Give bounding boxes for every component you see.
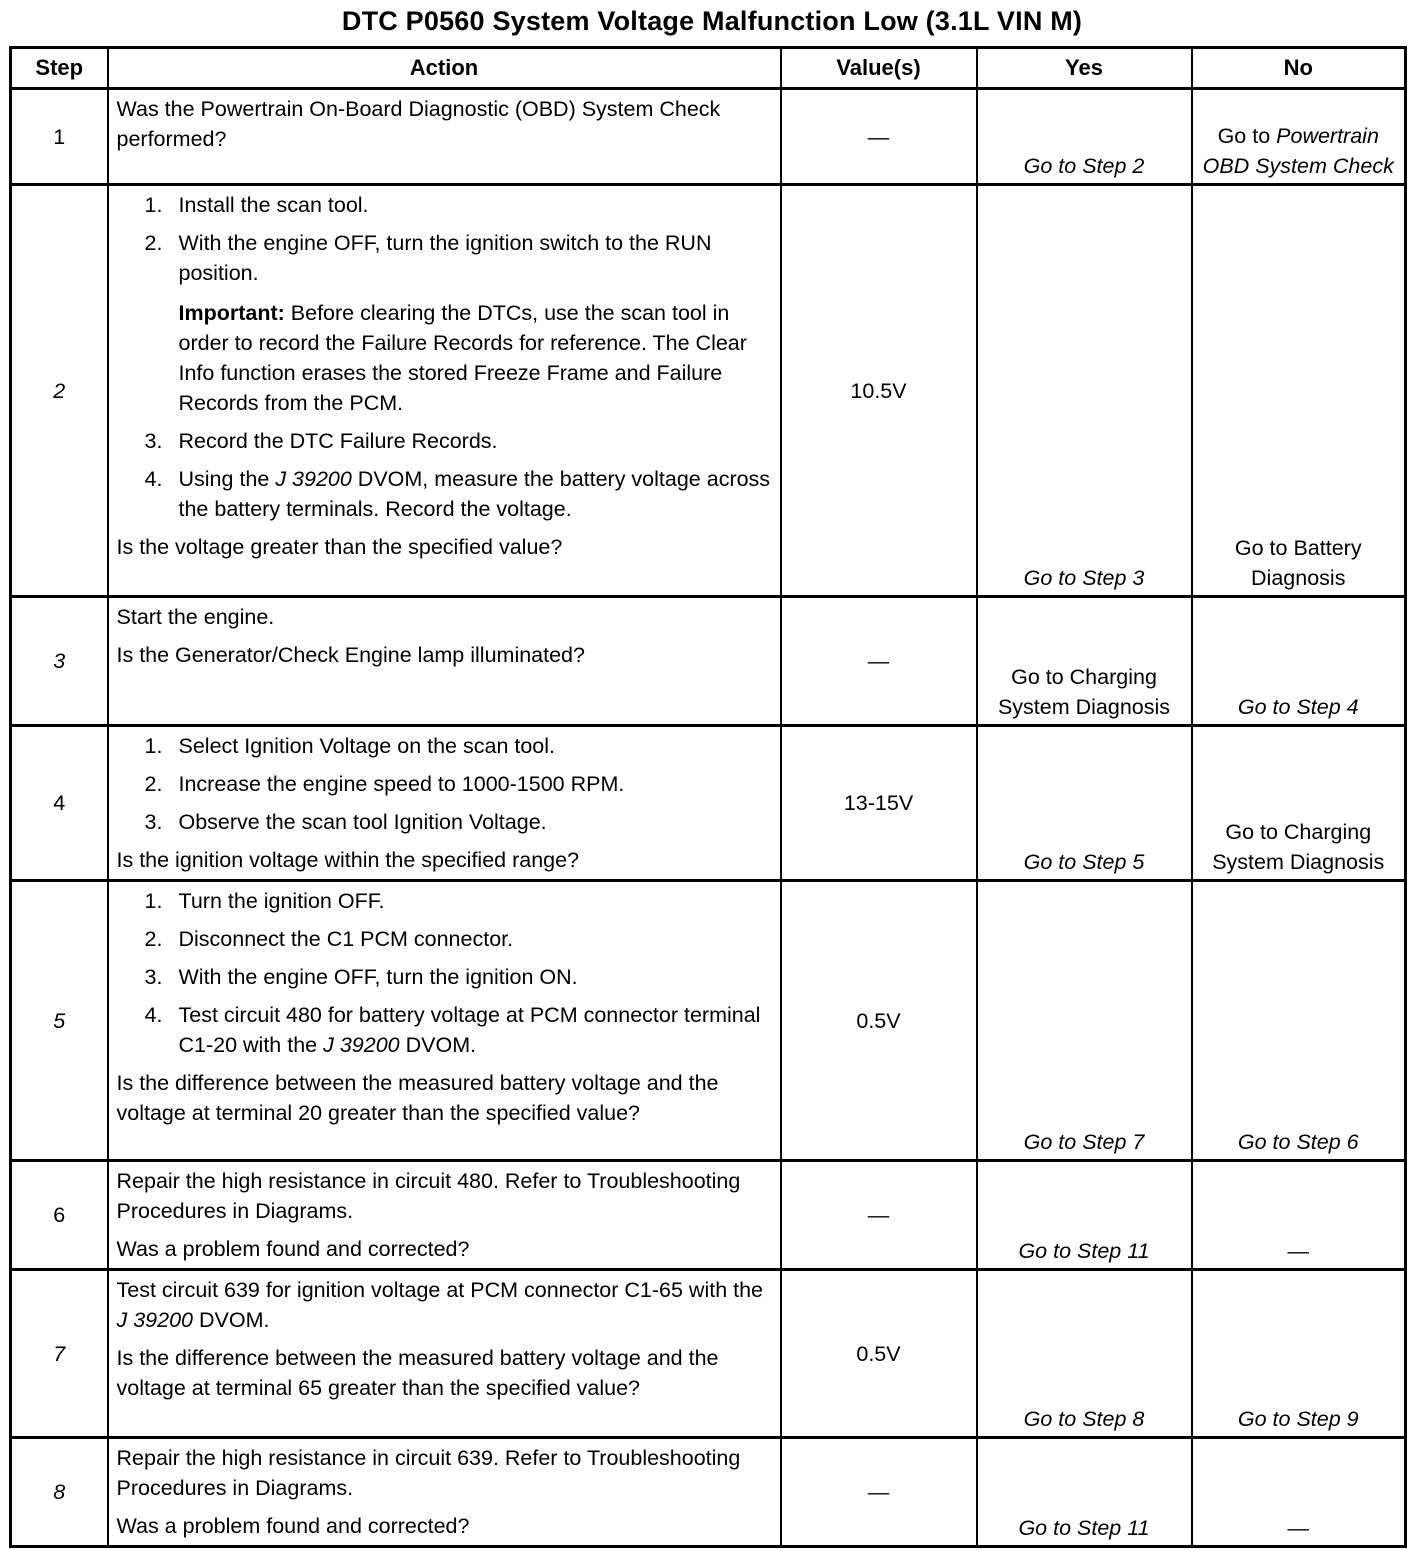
question-text: Is the Generator/Check Engine lamp illuminated? xyxy=(116,643,585,667)
value-cell: — xyxy=(781,1161,977,1270)
table-row xyxy=(11,1270,1406,1438)
action-cell xyxy=(108,1270,781,1438)
list-item: 1. Install the scan tool. xyxy=(144,193,369,217)
step-number: 6 xyxy=(11,1161,108,1270)
table-row xyxy=(11,185,1406,597)
action-cell xyxy=(108,89,781,185)
table-row xyxy=(11,1438,1406,1547)
action-text: Test circuit 639 for ignition voltage at PCM connector C1-65 with the J 39200 DVOM. xyxy=(116,1278,764,1332)
question-text: Is the ignition voltage within the specified range? xyxy=(116,848,580,872)
table-row xyxy=(11,597,1406,726)
value-cell: 0.5V xyxy=(781,881,977,1161)
yes-cell[interactable]: Go to Step 3 xyxy=(977,185,1192,597)
question-text: Is the difference between the measured battery voltage and the voltage at terminal 20 greater than the specified value? xyxy=(116,1071,719,1125)
header-action: Action xyxy=(108,48,781,89)
value-cell: — xyxy=(781,89,977,185)
table-row xyxy=(11,1161,1406,1270)
list-item: 2. With the engine OFF, turn the ignition switch to the RUN position. xyxy=(144,231,712,285)
header-values: Value(s) xyxy=(781,48,977,89)
header-row xyxy=(11,48,1406,89)
question-text: Is the difference between the measured battery voltage and the voltage at terminal 65 greater than the specified value? xyxy=(116,1346,719,1400)
list-item: 1. Turn the ignition OFF. xyxy=(144,889,385,913)
action-cell xyxy=(108,1161,781,1270)
list-item: 3. Observe the scan tool Ignition Voltage. xyxy=(144,810,547,834)
no-cell[interactable]: Go to Step 4 xyxy=(1192,597,1406,726)
no-cell[interactable]: Go to Step 9 xyxy=(1192,1270,1406,1438)
no-cell[interactable]: — xyxy=(1192,1161,1406,1270)
step-number: 4 xyxy=(11,726,108,881)
action-list xyxy=(117,426,772,524)
action-text: Was the Powertrain On-Board Diagnostic (OBD) System Check performed? xyxy=(116,97,721,151)
no-prefix: Go to xyxy=(1217,124,1277,148)
tool-name: J 39200 xyxy=(116,1308,194,1332)
step-number: 2 xyxy=(11,185,108,597)
step-number: 8 xyxy=(11,1438,108,1547)
action-cell xyxy=(108,1438,781,1547)
value-cell: 13-15V xyxy=(781,726,977,881)
yes-cell[interactable]: Go to Step 5 xyxy=(977,726,1192,881)
action-text: Repair the high resistance in circuit 480. Refer to Troubleshooting Procedures in Diagrams. xyxy=(116,1169,741,1223)
question-text: Was a problem found and corrected? xyxy=(116,1514,470,1538)
page-title: DTC P0560 System Voltage Malfunction Low (3.1L VIN M) xyxy=(341,6,1083,36)
action-text: Start the engine. xyxy=(116,605,275,629)
value-cell: 0.5V xyxy=(781,1270,977,1438)
table-row xyxy=(11,726,1406,881)
action-cell xyxy=(108,185,781,597)
no-cell[interactable]: Go to Step 6 xyxy=(1192,881,1406,1161)
no-cell[interactable]: Go to Battery Diagnosis xyxy=(1192,185,1406,597)
tool-name: J 39200 xyxy=(275,467,352,491)
step-number: 1 xyxy=(11,89,108,185)
yes-cell[interactable]: Go to Step 11 xyxy=(977,1161,1192,1270)
value-cell: 10.5V xyxy=(781,185,977,597)
list-item: 4. Test circuit 480 for battery voltage at PCM connector terminal C1-20 with the J 39200 DVOM. xyxy=(144,1003,761,1057)
action-cell xyxy=(108,881,781,1161)
action-cell xyxy=(108,726,781,881)
action-cell xyxy=(108,597,781,726)
note-text: Before clearing the DTCs, use the scan tool in order to record the Failure Records for reference. The Clear Info function erases the stored Freeze Frame and Failure Records from the PCM. xyxy=(178,301,747,415)
header-yes: Yes xyxy=(977,48,1192,89)
list-item: 2. Increase the engine speed to 1000-1500 RPM. xyxy=(144,772,625,796)
diagnostic-table xyxy=(9,46,1407,1548)
list-item: 4. Using the J 39200 DVOM, measure the battery voltage across the battery terminals. Record the voltage. xyxy=(144,467,771,521)
action-list xyxy=(117,731,772,837)
yes-cell[interactable]: Go to Step 2 xyxy=(977,89,1192,185)
list-item: 3. Record the DTC Failure Records. xyxy=(144,429,498,453)
table-row xyxy=(11,89,1406,185)
list-item: 2. Disconnect the C1 PCM connector. xyxy=(144,927,514,951)
question-text: Was a problem found and corrected? xyxy=(116,1237,470,1261)
important-note xyxy=(179,298,772,418)
yes-cell[interactable]: Go to Step 11 xyxy=(977,1438,1192,1547)
no-cell[interactable]: — xyxy=(1192,1438,1406,1547)
action-list xyxy=(117,886,772,1060)
header-step: Step xyxy=(11,48,108,89)
no-cell[interactable] xyxy=(1192,89,1406,185)
no-cell[interactable]: Go to Charging System Diagnosis xyxy=(1192,726,1406,881)
value-cell: — xyxy=(781,1438,977,1547)
step-number: 3 xyxy=(11,597,108,726)
yes-cell[interactable]: Go to Charging System Diagnosis xyxy=(977,597,1192,726)
list-item: 3. With the engine OFF, turn the ignition ON. xyxy=(144,965,578,989)
action-list xyxy=(117,190,772,288)
action-text: Repair the high resistance in circuit 639. Refer to Troubleshooting Procedures in Diagrams. xyxy=(116,1446,741,1500)
yes-cell[interactable]: Go to Step 8 xyxy=(977,1270,1192,1438)
list-item: 1. Select Ignition Voltage on the scan tool. xyxy=(144,734,556,758)
table-row xyxy=(11,881,1406,1161)
value-cell: — xyxy=(781,597,977,726)
note-label: Important: xyxy=(178,301,285,325)
tool-name: J 39200 xyxy=(323,1033,400,1057)
question-text: Is the voltage greater than the specified value? xyxy=(116,535,563,559)
step-number: 5 xyxy=(11,881,108,1161)
header-no: No xyxy=(1192,48,1406,89)
yes-cell[interactable]: Go to Step 7 xyxy=(977,881,1192,1161)
step-number: 7 xyxy=(11,1270,108,1438)
no-link[interactable]: Powertrain OBD System Check xyxy=(1202,124,1394,178)
